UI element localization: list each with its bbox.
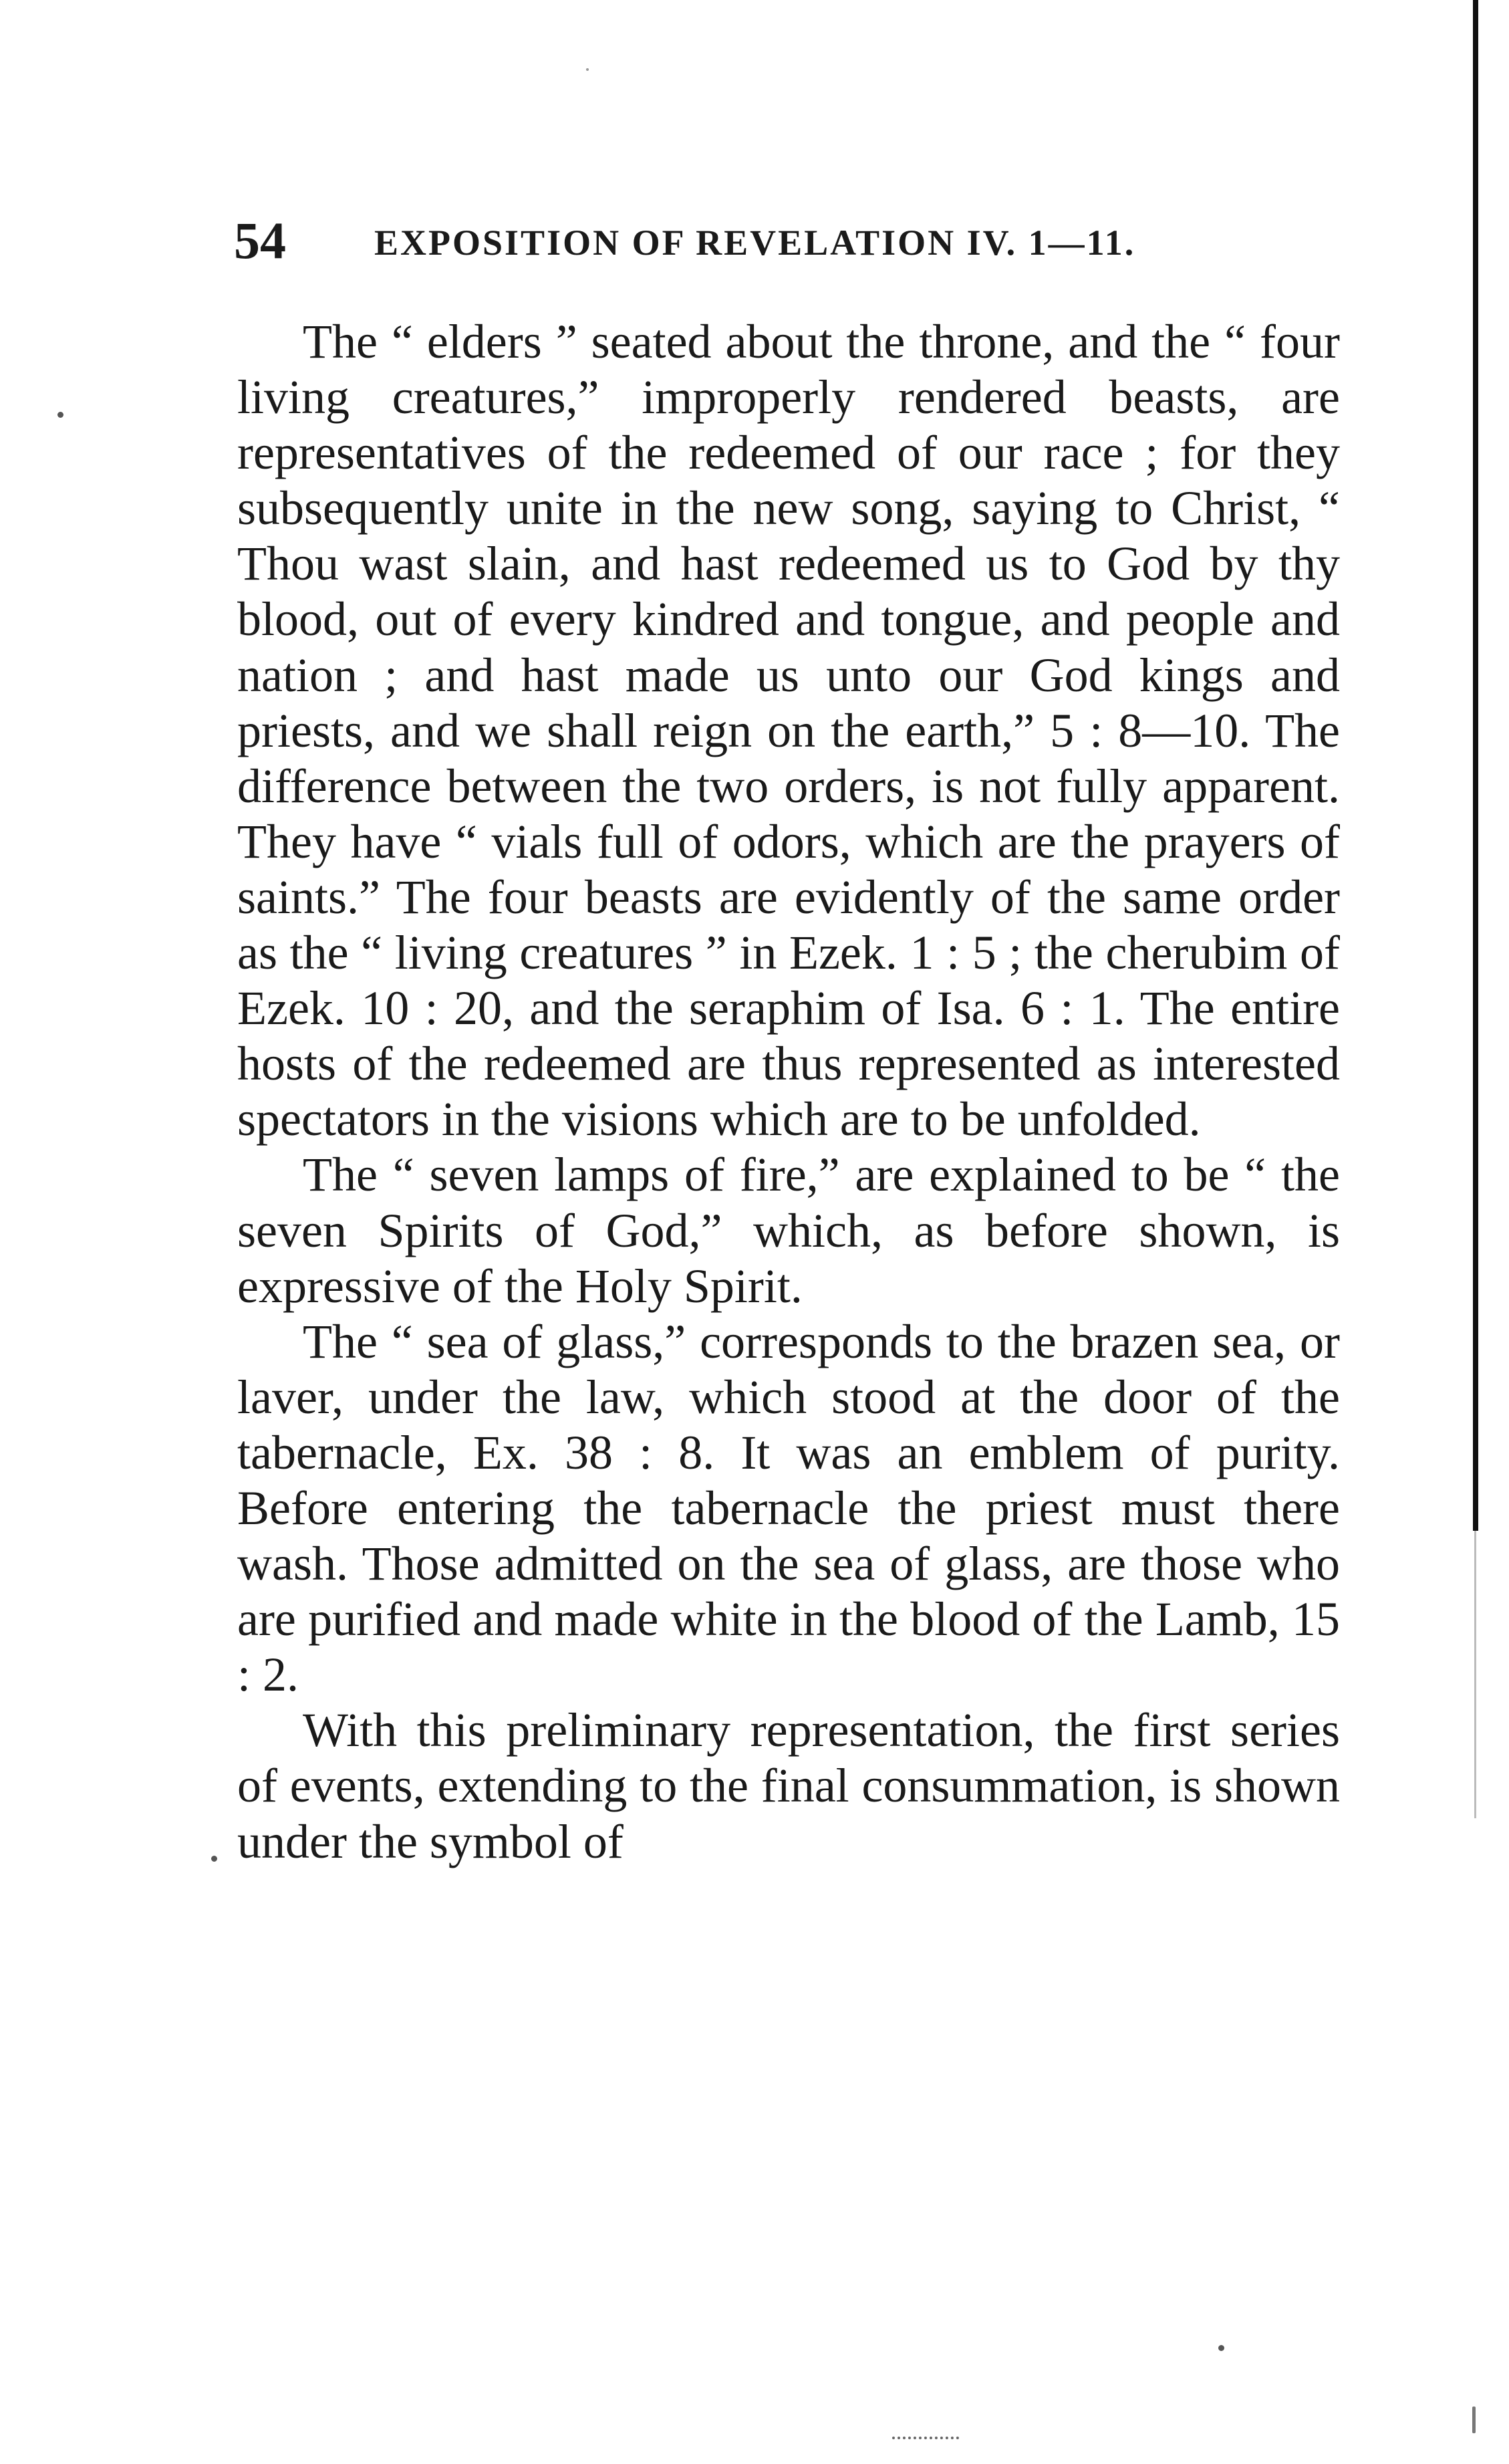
paragraph-seven-lamps: The “ seven lamps of fire,” are explained to be “ the seven Spirits of God,” which, as before shown, is expressive of the Holy Spirit. bbox=[237, 1148, 1340, 1313]
scan-speck bbox=[586, 68, 589, 71]
paragraph-sea-of-glass: The “ sea of glass,” corresponds to the brazen sea, or laver, under the law, which stood at the door of the tabernacle, Ex. 38 : 8. It was an emblem of purity. Before entering the tabernacle the priest must there wash. Those admitted on the sea of glass, are those who are purified and made white in the blood of the Lamb, 15 : 2. bbox=[237, 1314, 1340, 1702]
page-number: 54 bbox=[234, 211, 286, 269]
page-edge-shadow-lower bbox=[1474, 1531, 1476, 1818]
running-title: EXPOSITION OF REVELATION IV. 1—11. bbox=[374, 223, 1136, 263]
page-edge-shadow bbox=[1473, 0, 1478, 1531]
scan-speck bbox=[1218, 2345, 1224, 2351]
scan-speck bbox=[1472, 2407, 1476, 2433]
scan-bottom-mark bbox=[892, 2437, 959, 2443]
running-head bbox=[234, 207, 1343, 274]
scan-speck bbox=[211, 1856, 217, 1862]
body-text bbox=[237, 314, 1340, 1870]
paragraph-elders: The “ elders ” seated about the throne, and the “ four living creatures,” improperly rendered beasts, are representatives of the redeemed of our race ; for they subsequently unite in the new song, saying to Christ, “ Thou wast slain, and hast redeemed us to God by thy blood, out of every kindred and tongue, and people and nation ; and hast made us unto our God kings and priests, and we shall reign on the earth,” 5 : 8—10. The difference between the two orders, is not fully apparent. They have “ vials full of odors, which are the prayers of saints.” The four beasts are evidently of the same order as the “ living creatures ” in Ezek. 1 : 5 ; the cherubim of Ezek. 10 : 20, and the seraphim of Isa. 6 : 1. The entire hosts of the redeemed are thus represented as interested spectators in the visions which are to be unfolded. bbox=[237, 315, 1340, 1146]
paragraph-preliminary: With this preliminary representation, the first series of events, extending to the final consummation, is shown under the symbol of bbox=[237, 1703, 1340, 1868]
scan-speck bbox=[57, 412, 63, 418]
